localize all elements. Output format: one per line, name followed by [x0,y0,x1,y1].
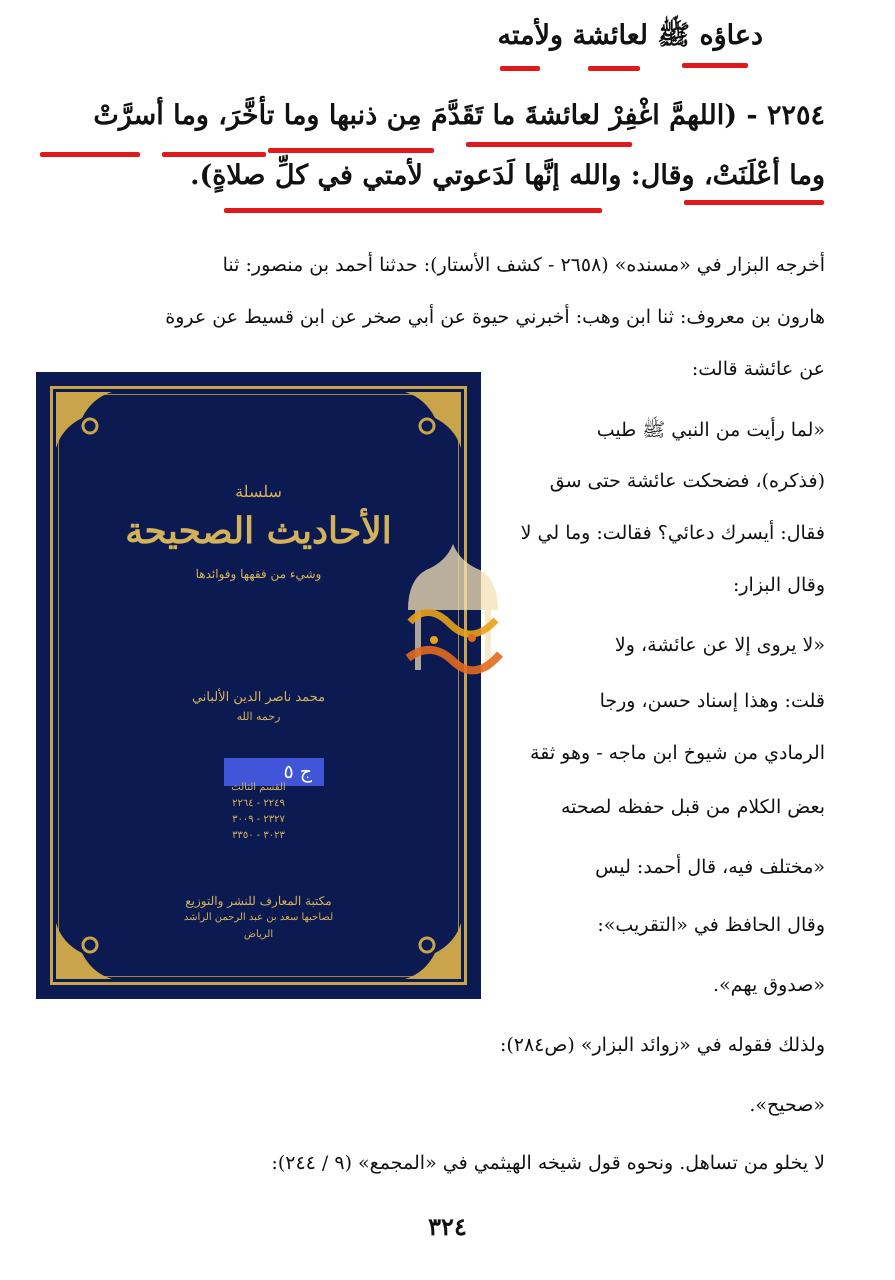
text-line: فقال: أيسرك دعائي؟ فقالت: وما لي لا [520,522,825,544]
hadith-line-1: ٢٢٥٤ - (اللهمَّ اغْفِرْ لعائشةَ ما تَقَدَّمَ مِن ذنبها وما تأخَّرَ، وما أسرَّتْ [93,100,825,131]
text-line: الرمادي من شيوخ ابن ماجه - وهو ثقة [530,742,825,764]
cover-range: ٣٠٢٣ - ٣٣٥٠ [232,830,285,841]
text-line: قلت: وهذا إسناد حسن، ورجا [599,690,825,712]
text-line: بعض الكلام من قبل حفظه لصحته [560,796,825,818]
ornament-icon [52,388,122,458]
red-underline [588,66,640,71]
hadith-line-2: وما أعْلَنَتْ، وقال: والله إنَّها لَدَعوتي لأمتي في كلِّ صلاةٍ). [190,160,825,191]
red-underline [224,208,602,213]
watermark-logo-icon [398,540,508,690]
ornament-icon [52,913,122,983]
red-underline [466,142,632,147]
red-underline [162,152,266,157]
red-underline [684,200,824,205]
cover-section: القسم الثالث [231,782,286,793]
text-line: (فذكره)، فضحكت عائشة حتى سق [549,470,825,492]
text-line: «صدوق يهم». [712,974,825,996]
cover-title: الأحاديث الصحيحة [125,510,392,552]
text-line: ولذلك فقوله في «زوائد البزار» (ص٢٨٤): [499,1034,825,1056]
red-underline [682,63,748,68]
cover-range: ٢٢٤٩ - ٢٢٦٤ [232,798,285,809]
text-line: «صحيح». [749,1094,825,1116]
cover-series: سلسلة [235,482,282,501]
text-line: «لما رأيت من النبي ﷺ طيب [596,419,825,441]
cover-subtitle: وشيء من فقهها وفوائدها [195,567,322,581]
section-heading: دعاؤه ﷺ لعائشة ولأمته [497,20,763,51]
cover-range: ٢٣٢٧ - ٣٠٠٩ [232,814,285,825]
page-number: ٣٢٤ [428,1212,467,1241]
cover-publisher-owner: لصاحبها سعد بن عبد الرحمن الراشد [183,912,334,923]
red-underline [40,152,140,157]
text-line: «لا يروى إلا عن عائشة، ولا [614,634,825,656]
cover-author: محمد ناصر الدين الألباني [191,690,326,705]
text-line: «مختلف فيه، قال أحمد: ليس [595,856,825,878]
text-line: هارون بن معروف: ثنا ابن وهب: أخبرني حيوة عن أبي صخر عن ابن قسيط عن عروة [165,306,825,328]
text-line: وقال البزار: [732,574,825,596]
cover-publisher: مكتبة المعارف للنشر والتوزيع [185,894,332,908]
ornament-icon [395,913,465,983]
volume-label: ج ٥ [224,758,324,786]
text-line: لا يخلو من تساهل. ونحوه قول شيخه الهيثمي في «المجمع» (٩ / ٢٤٤): [271,1152,825,1174]
text-line: وقال الحافظ في «التقريب»: [597,914,825,936]
cover-city: الرياض [243,929,274,940]
text-line: أخرجه البزار في «مسنده» (٢٦٥٨ - كشف الأستار): حدثنا أحمد بن منصور: ثنا [222,254,825,276]
red-underline [268,148,434,153]
text-line: عن عائشة قالت: [691,358,825,380]
cover-author-note: رحمه الله [236,710,281,723]
ornament-icon [395,388,465,458]
red-underline [500,66,540,71]
